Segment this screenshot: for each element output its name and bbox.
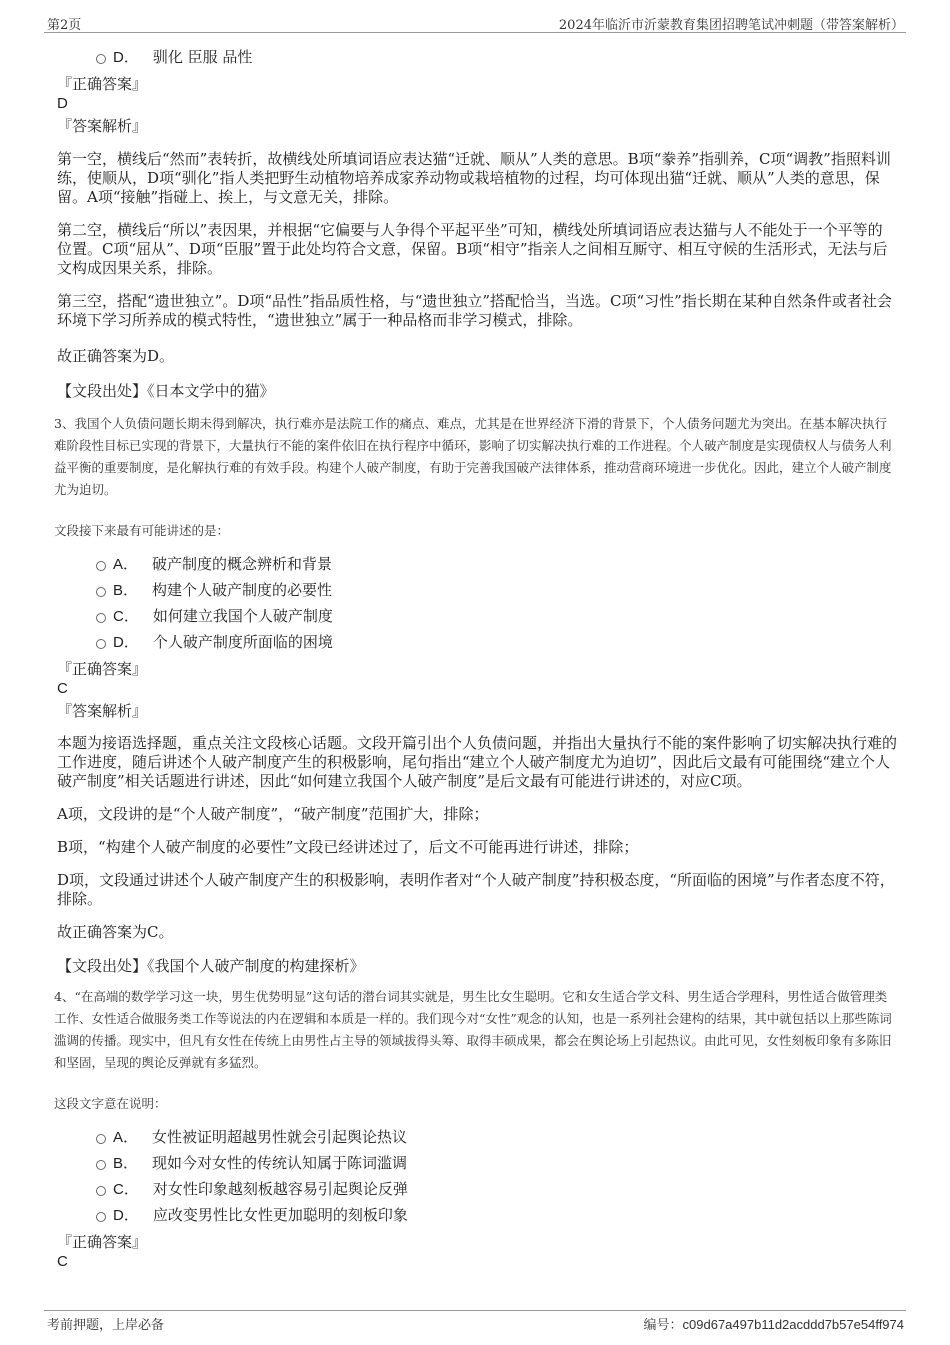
radio-icon[interactable] (96, 1160, 106, 1170)
option-letter: B． (113, 582, 139, 599)
radio-icon[interactable] (96, 561, 106, 571)
q3-prompt: 文段接下来最有可能讲述的是： (54, 523, 230, 538)
footer-slogan: 考前押题，上岸必备 (47, 1318, 165, 1333)
q4-option-b[interactable] (57, 1150, 897, 1176)
option-text: 女性被证明超越男性就会引起舆论热议 (152, 1128, 408, 1146)
q2-analysis-paragraph: 第二空，横线后“所以”表因果，并根据“它偏要与人争得个平起平坐”可知，横线处所填词语应表达猫与人不能处于一个平等的位置。C项“屈从”、D项“臣服”置于此处均符合文意，保留。B项“相守”指亲人之间相互厮守、相互守候的生活形式，无法与后文构成因果关系，排除。 (57, 221, 888, 277)
option-letter: A． (113, 1129, 139, 1146)
header-divider (44, 32, 906, 33)
q4-question-text: 4、“在高端的数学学习这一块，男生优势明显”这句话的潜台词其实就是，男生比女生聪明。它和女生适合学文科、男生适合学理科，男性适合做管理类工作、女性适合做服务类工作等说法的内在逻辑和本质是一样的。我们现今对“女性”观念的认知，也是一系列社会建构的结果，其中就包括以上那些陈词滥调的传播。现实中，但凡有女性在传统上由男性占主导的领域拔得头筹、取得丰硕成果，都会在舆论场上引起热议。由此可见，女性刻板印象有多陈旧和坚固，呈现的舆论反弹就有多猛烈。 (54, 989, 892, 1070)
q3-analysis-paragraph: 本题为接语选择题，重点关注文段核心话题。文段开篇引出个人负债问题，并指出大量执行不能的案件影响了切实解决执行难的工作进度，随后讲述个人破产制度产生的积极影响，尾句指出“建立个人破产制度尤为迫切”，因此后文最有可能围绕“建立个人破产制度”相关话题进行讲述，因此“如何建立我国个人破产制度”是后文最有可能进行讲述的，对应C项。 (57, 734, 898, 790)
option-letter: C． (113, 608, 139, 625)
q2-answer: D (57, 95, 68, 112)
q3-option-d[interactable] (57, 629, 897, 655)
q2-source: 【文段出处】《日本文学中的猫》 (57, 382, 275, 400)
document-code (644, 1314, 904, 1333)
q3-option-b[interactable] (57, 577, 897, 603)
radio-icon[interactable] (96, 639, 106, 649)
option-letter: B． (113, 1155, 139, 1172)
radio-icon[interactable] (96, 613, 106, 623)
footer-divider (44, 1310, 906, 1311)
option-text: 对女性印象越刻板越容易引起舆论反弹 (152, 1180, 408, 1198)
page-header (0, 0, 950, 34)
q2-answer-label: 『正确答案』 (57, 75, 148, 93)
radio-icon[interactable] (96, 54, 106, 64)
radio-icon[interactable] (96, 1212, 106, 1222)
q2-conclusion: 故正确答案为D。 (57, 347, 175, 365)
option-text: 个人破产制度所面临的困境 (152, 633, 333, 651)
q3-conclusion: 故正确答案为C。 (57, 923, 174, 941)
q3-analysis-paragraph: B项，“构建个人破产制度的必要性”文段已经讲述过了，后文不可能再进行讲述，排除； (57, 838, 639, 856)
q2-analysis-label: 『答案解析』 (57, 117, 148, 135)
q3-answer-label: 『正确答案』 (57, 660, 148, 678)
option-text: 现如今对女性的传统认知属于陈词滥调 (152, 1154, 408, 1172)
q3-option-a[interactable] (57, 551, 897, 577)
option-letter: C． (113, 1181, 139, 1198)
q3-option-c[interactable] (57, 603, 897, 629)
radio-icon[interactable] (96, 1186, 106, 1196)
option-text: 构建个人破产制度的必要性 (152, 581, 333, 599)
option-letter: D． (113, 49, 139, 66)
q2-option-d[interactable] (57, 44, 897, 70)
q3-analysis-paragraph: A项，文段讲的是“个人破产制度”，“破产制度”范围扩大，排除； (57, 805, 489, 823)
q4-answer: C (57, 1253, 68, 1270)
q4-prompt: 这段文字意在说明： (54, 1096, 167, 1111)
document-title: 2024年临沂市沂蒙教育集团招聘笔试冲刺题（带答案解析） (558, 18, 904, 33)
option-text: 应改变男性比女性更加聪明的刻板印象 (152, 1206, 408, 1224)
q3-source: 【文段出处】《我国个人破产制度的构建探析》 (57, 957, 365, 975)
code-label: 编号： (643, 1318, 683, 1333)
option-letter: D． (113, 1207, 139, 1224)
option-text: 破产制度的概念辨析和背景 (152, 555, 333, 573)
q3-question-text: 3、我国个人负债问题长期未得到解决，执行难亦是法院工作的痛点、难点，尤其是在世界经济下滑的背景下，个人债务问题尤为突出。在基本解决执行难阶段性目标已实现的背景下，大量执行不能的案件依旧在执行程序中循环，影响了切实解决执行难的工作进程。个人破产制度是实现债权人与债务人利益平衡的重要制度，是化解执行难的有效手段。构建个人破产制度，有助于完善我国破产法律体系，推动营商环境进一步优化。因此，建立个人破产制度尤为迫切。 (54, 416, 892, 497)
option-letter: A． (113, 556, 139, 573)
page-number: 第2页 (47, 18, 82, 33)
option-text: 如何建立我国个人破产制度 (152, 607, 333, 625)
page-footer (0, 1300, 950, 1345)
q4-option-a[interactable] (57, 1124, 897, 1150)
option-letter: D． (113, 634, 139, 651)
q3-analysis-label: 『答案解析』 (57, 702, 148, 720)
document-body (54, 44, 898, 1272)
radio-icon[interactable] (96, 587, 106, 597)
radio-icon[interactable] (96, 1134, 106, 1144)
option-text: 驯化 臣服 品性 (152, 48, 253, 66)
code-value: c09d67a497b11d2acddd7b57e54ff974 (682, 1317, 904, 1332)
q3-analysis-paragraph: D项，文段通过讲述个人破产制度产生的积极影响，表明作者对“个人破产制度”持积极态度，“所面临的困境”与作者态度不符，排除。 (57, 871, 895, 908)
q2-analysis-paragraph: 第三空，搭配“遗世独立”。D项“品性”指品质性格，与“遗世独立”搭配恰当，当选。C项“习性”指长期在某种自然条件或者社会环境下学习所养成的模式特性，“遗世独立”属于一种品格而非学习模式，排除。 (57, 292, 892, 329)
q4-option-c[interactable] (57, 1176, 897, 1202)
q4-option-d[interactable] (57, 1202, 897, 1228)
q3-answer: C (57, 680, 68, 697)
q4-answer-label: 『正确答案』 (57, 1233, 148, 1251)
q2-analysis-paragraph: 第一空，横线后“然而”表转折，故横线处所填词语应表达猫“迁就、顺从”人类的意思。B项“豢养”指驯养，C项“调教”指照料训练，使顺从，D项“驯化”指人类把野生动植物培养成家养动物或栽培植物的过程，均可体现出猫“迁就、顺从”人类的意思，保留。A项“接触”指碰上、挨上，与文意无关，排除。 (57, 150, 891, 206)
